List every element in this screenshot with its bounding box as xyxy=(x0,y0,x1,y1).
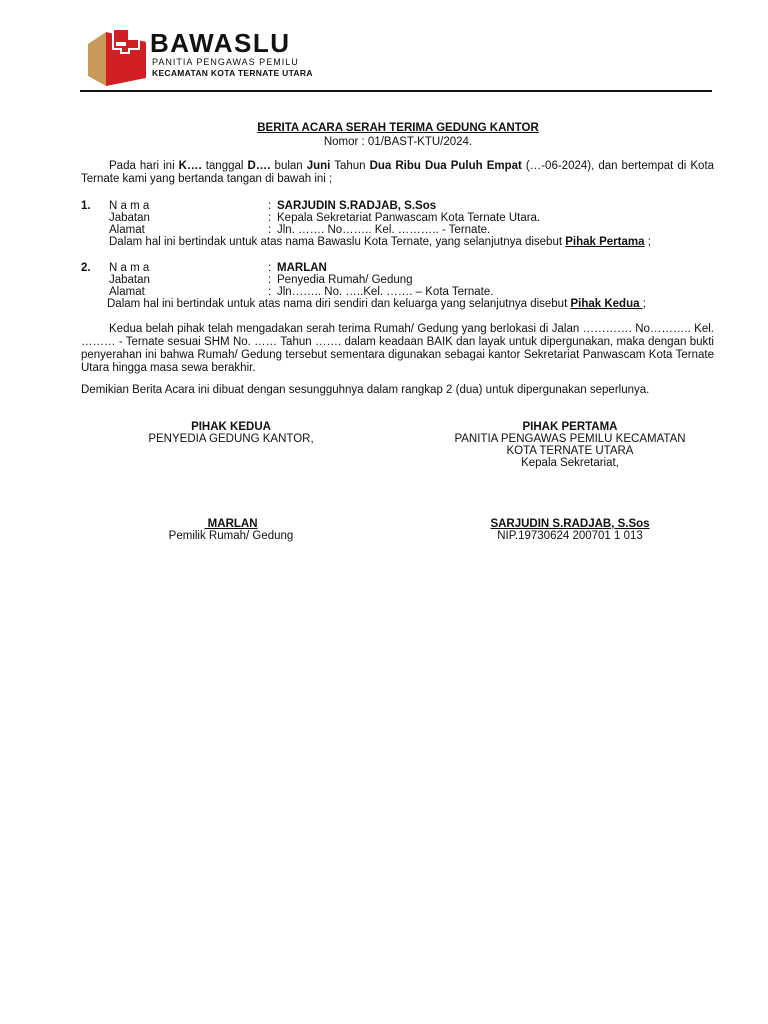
right-signatory-nip: NIP.19730624 200701 1 013 xyxy=(497,530,643,542)
party-1-alamat-label: Alamat xyxy=(109,224,145,236)
left-signatory-name: MARLAN xyxy=(204,518,258,530)
colon: : xyxy=(268,212,272,224)
party-1-number: 1. xyxy=(81,200,91,212)
closing-paragraph: Demikian Berita Acara ini dibuat dengan sesungguhnya dalam rangkap 2 (dua) untuk dipergunakan seperlunya. xyxy=(81,384,650,396)
party-2-name-label: N a m a xyxy=(109,262,150,274)
left-heading: PIHAK KEDUA xyxy=(191,421,271,433)
party-2-name-value: MARLAN xyxy=(277,262,327,274)
signature-right xyxy=(440,421,700,469)
party-1-name-value: SARJUDIN S.RADJAB, S.Sos xyxy=(277,200,437,212)
org-subtitle-2: KECAMATAN KOTA TERNATE UTARA xyxy=(152,68,313,78)
intro-paragraph: Pada hari ini K…. tanggal D…. bulan Juni Tahun Dua Ribu Dua Puluh Empat (…-06-2024), dan bertempat di Kota Ternate kami yang bertanda tangan di bawah ini ; xyxy=(81,160,715,185)
document-title: BERITA ACARA SERAH TERIMA GEDUNG KANTOR xyxy=(257,122,539,134)
left-signatory-role: Pemilik Rumah/ Gedung xyxy=(168,530,294,542)
right-signatory-name: SARJUDIN S.RADJAB, S.Sos xyxy=(490,518,650,530)
right-heading: PIHAK PERTAMA xyxy=(522,421,618,433)
party-2-statement: Dalam hal ini bertindak untuk atas nama diri sendiri dan keluarga yang selanjutnya disebut Pihak Kedua ; xyxy=(107,298,646,310)
left-line-1: PENYEDIA GEDUNG KANTOR, xyxy=(148,433,314,445)
party-1-jabatan-label: Jabatan xyxy=(109,212,150,224)
colon: : xyxy=(268,274,272,286)
document-number: Nomor : 01/BAST-KTU/2024. xyxy=(323,136,473,148)
header-divider xyxy=(80,90,712,92)
bawaslu-logo xyxy=(86,26,148,88)
org-subtitle-1: PANITIA PENGAWAS PEMILU xyxy=(152,57,299,67)
colon: : xyxy=(268,200,272,212)
party-2-alamat-label: Alamat xyxy=(109,286,145,298)
party-2-jabatan-value: Penyedia Rumah/ Gedung xyxy=(277,274,413,286)
signature-right-name-block xyxy=(440,518,700,542)
party-1-statement: Dalam hal ini bertindak untuk atas nama Bawaslu Kota Ternate, yang selanjutnya disebut Pihak Pertama ; xyxy=(109,236,651,248)
colon: : xyxy=(268,262,272,274)
right-line-3: Kepala Sekretariat, xyxy=(521,457,619,469)
party-2-number: 2. xyxy=(81,262,91,274)
org-name: BAWASLU xyxy=(150,28,291,58)
colon: : xyxy=(268,286,272,298)
party-2-jabatan-label: Jabatan xyxy=(109,274,150,286)
right-line-2: KOTA TERNATE UTARA xyxy=(506,445,634,457)
signature-left-name-block xyxy=(100,518,362,542)
party-1-jabatan-value: Kepala Sekretariat Panwascam Kota Ternate Utara. xyxy=(277,212,541,224)
party-1-name-label: N a m a xyxy=(109,200,150,212)
right-line-1: PANITIA PENGAWAS PEMILU KECAMATAN xyxy=(454,433,686,445)
party-1-alamat-value: Jln. ……. No…….. Kel. ……….. - Ternate. xyxy=(277,224,491,236)
colon: : xyxy=(268,224,272,236)
handover-paragraph: Kedua belah pihak telah mengadakan serah terima Rumah/ Gedung yang berlokasi di Jalan …………. No……….. Kel. ……… - Ternate sesuai SHM No. …… Tahun ……. dalam keadaan BAIK dan layak untuk dipergunakan, maka dengan bukti penyerahan ini bahwa Rumah/ Gedung tersebut sementara digunakan sebagai kantor Sekretariat Panwascam Kota Ternate Utara hingga masa sewa berakhir. xyxy=(81,323,714,374)
party-2-alamat-value: Jln…….. No. …..Kel. ……. – Kota Ternate. xyxy=(277,286,494,298)
signature-left xyxy=(100,421,362,445)
